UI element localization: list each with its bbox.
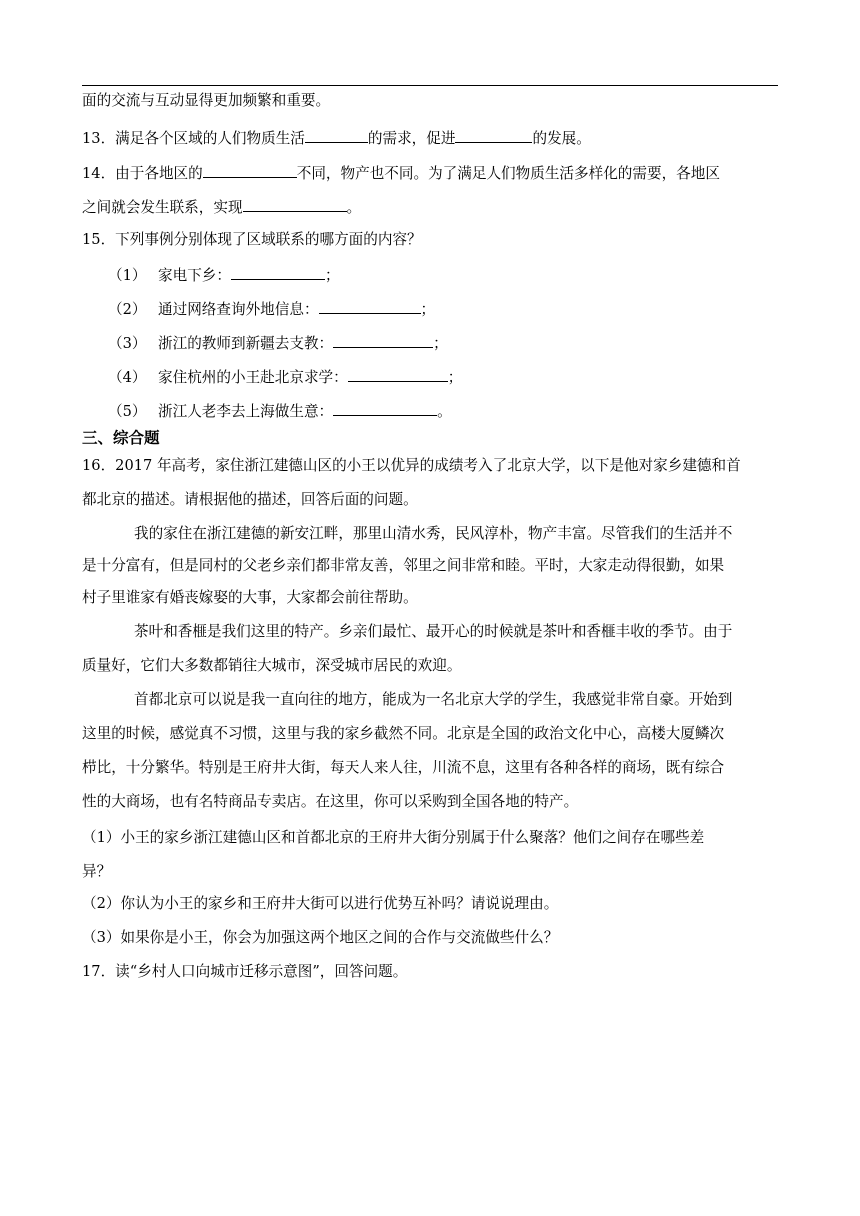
sub-item-5: （5） 浙江人老李去上海做生意： 。 [108,400,452,422]
passage-paragraph-2: 茶叶和香榧是我们这里的特产。乡亲们最忙、最开心的时候就是茶叶和香榧丰收的季节。由于 [134,623,733,640]
question-16: 16．2017 年高考，家住浙江建德山区的小王以优异的成绩考入了北京大学，以下是他对家乡建德和首 [82,457,741,474]
answer-blank[interactable] [203,162,297,178]
answer-blank[interactable] [243,196,347,212]
answer-blank[interactable] [348,366,448,382]
question-14: 14．由于各地区的 不同，物产也不同。为了满足人们物质生活多样化的需要，各地区 [82,162,720,184]
sub-item-2: （2） 通过网络查询外地信息： ； [108,298,435,320]
passage-paragraph-1: 我的家住在浙江建德的新安江畔，那里山清水秀，民风淳朴，物产丰富。尽管我们的生活并不 [134,525,733,542]
answer-blank[interactable] [455,127,532,143]
section-heading: 三、综合题 [82,429,160,447]
question-14-cont: 之间就会发生联系，实现 。 [82,196,361,218]
passage-paragraph-3-line: 性的大商场，也有名特商品专卖店。在这里，你可以采购到全国各地的特产。 [82,793,579,810]
sub-item-3: （3） 浙江的教师到新疆去支教： ； [108,332,448,354]
question-15: 15．下列事例分别体现了区域联系的哪方面的内容？ [82,231,422,248]
answer-blank[interactable] [305,127,368,143]
answer-blank[interactable] [319,298,421,314]
header-rule [82,85,778,86]
answer-blank[interactable] [231,264,325,280]
question-17: 17．读“乡村人口向城市迁移示意图”，回答问题。 [82,963,408,980]
passage-paragraph-3: 首都北京可以说是我一直向往的地方，能成为一名北京大学的学生，我感觉非常自豪。开始到 [134,691,733,708]
answer-blank[interactable] [333,332,433,348]
passage-paragraph-3-line: 栉比，十分繁华。特别是王府井大街，每天人来人往，川流不息，这里有各种各样的商场，既有综合 [82,759,725,776]
passage-paragraph-2-line: 质量好，它们大多数都销往大城市，深受城市居民的欢迎。 [82,657,462,674]
sub-question-2: （2）你认为小王的家乡和王府井大街可以进行优势互补吗？请说说理由。 [82,895,559,912]
passage-paragraph-1-line: 是十分富有，但是同村的父老乡亲们都非常友善，邻里之间非常和睦。平时，大家走动得很勤，如果 [82,557,725,574]
sub-question-1-cont: 异？ [82,863,112,880]
sub-item-1: （1） 家电下乡： ； [108,264,340,286]
continuation-line: 面的交流与互动显得更加频繁和重要。 [82,92,331,109]
sub-question-1: （1）小王的家乡浙江建德山区和首都北京的王府井大街分别属于什么聚落？他们之间存在哪些差 [82,829,705,846]
passage-paragraph-1-line: 村子里谁家有婚丧嫁娶的大事，大家都会前往帮助。 [82,589,418,606]
passage-paragraph-3-line: 这里的时候，感觉真不习惯，这里与我的家乡截然不同。北京是全国的政治文化中心，高楼大厦鳞次 [82,725,725,742]
sub-question-3: （3）如果你是小王，你会为加强这两个地区之间的合作与交流做些什么？ [82,929,559,946]
sub-item-4: （4） 家住杭州的小王赴北京求学： ； [108,366,462,388]
answer-blank[interactable] [333,400,437,416]
question-16-cont: 都北京的描述。请根据他的描述，回答后面的问题。 [82,491,418,508]
question-13: 13．满足各个区域的人们物质生活 的需求，促进 的发展。 [82,127,591,149]
